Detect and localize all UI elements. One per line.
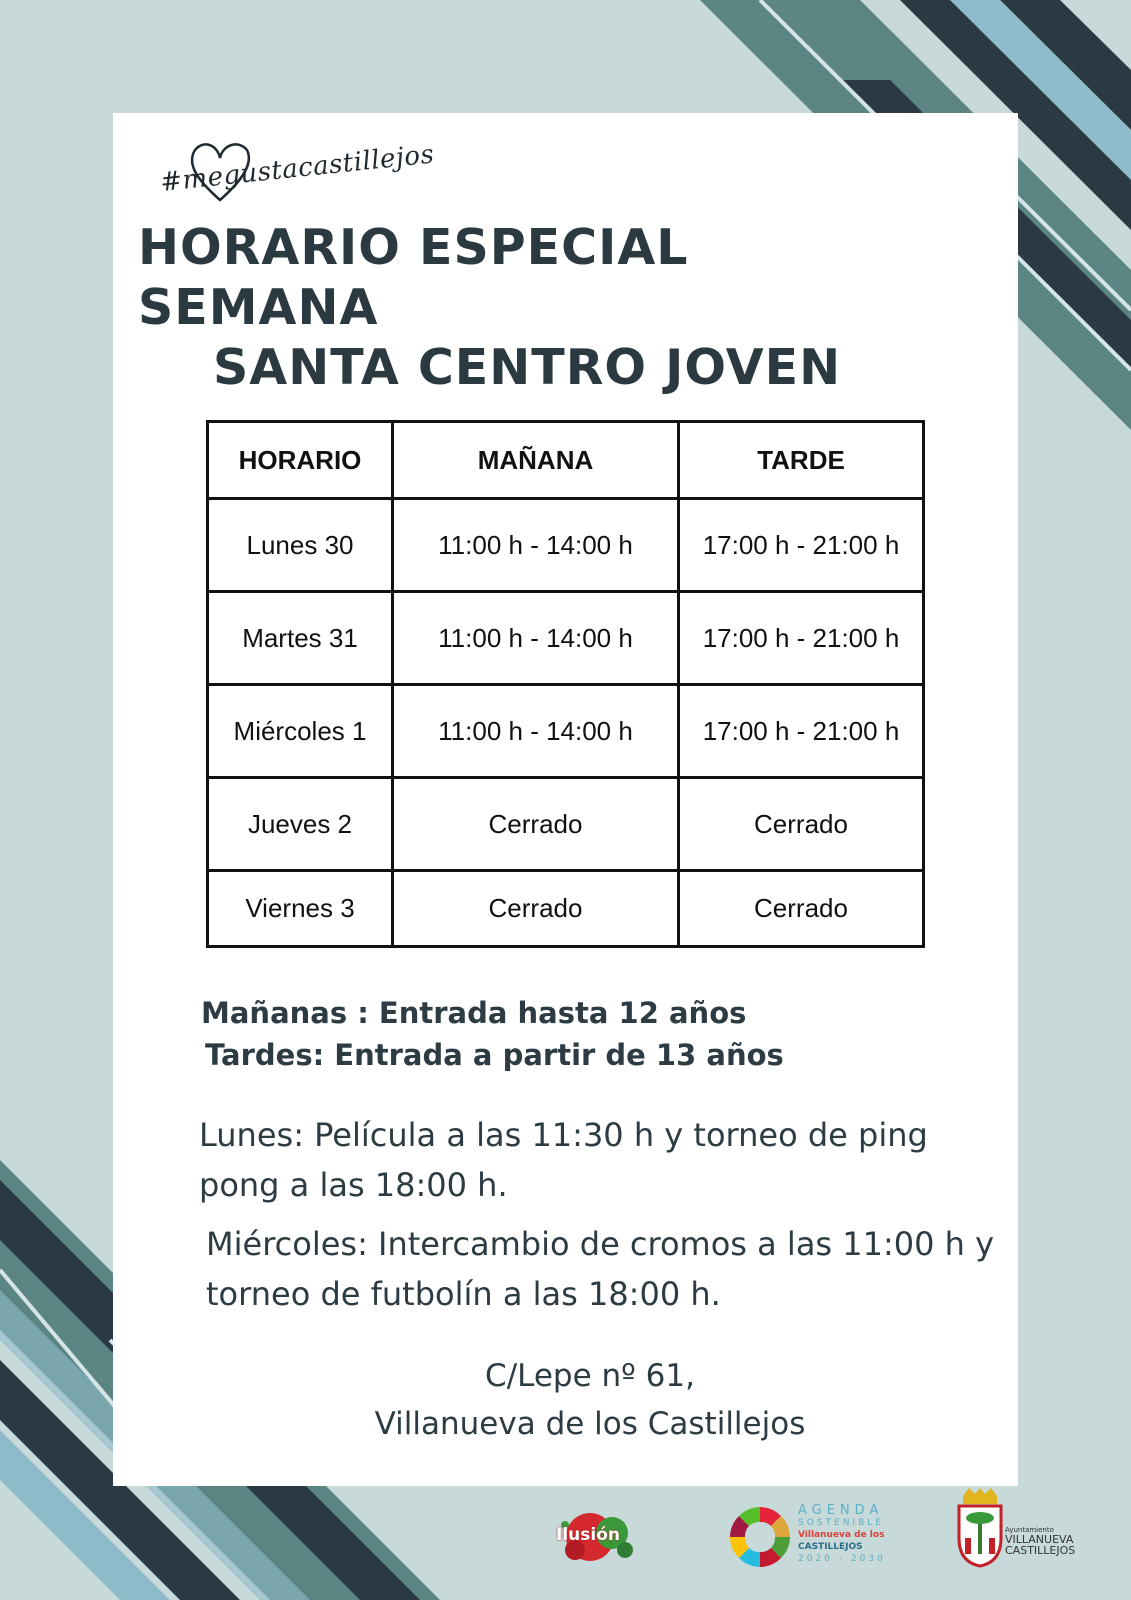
schedule-table	[206, 420, 925, 948]
table-row	[208, 685, 924, 778]
header-manana: MAÑANA	[393, 422, 679, 499]
table-row	[208, 499, 924, 592]
day-cell: Viernes 3	[208, 871, 393, 947]
agenda-castillejos: CASTILLEJOS	[798, 1542, 863, 1552]
ayuntamiento-castillejos: CASTILLEJOS	[1005, 1544, 1076, 1557]
table-row	[208, 778, 924, 871]
ayuntamiento-small-text: Ayuntamiento	[1005, 1526, 1054, 1534]
mornings-note: Mañanas : Entrada hasta 12 años	[201, 996, 747, 1030]
header-horario: HORARIO	[208, 422, 393, 499]
agenda-word: AGENDA	[798, 1503, 884, 1518]
afternoon-cell: Cerrado	[679, 778, 924, 871]
monday-activity: Lunes: Película a las 11:30 h y torneo de ping pong a las 18:00 h.	[199, 1116, 928, 1204]
sostenible-word: SOSTENIBLE	[798, 1518, 884, 1528]
morning-cell: 11:00 h - 14:00 h	[393, 685, 679, 778]
table-row	[208, 871, 924, 947]
afternoon-cell: Cerrado	[679, 871, 924, 947]
afternoon-cell: 17:00 h - 21:00 h	[679, 592, 924, 685]
address	[300, 1352, 880, 1448]
wednesday-activity: Miércoles: Intercambio de cromos a las 11:00 h y torneo de futbolín a las 18:00 h.	[206, 1225, 995, 1313]
table-row	[208, 592, 924, 685]
afternoon-cell: 17:00 h - 21:00 h	[679, 685, 924, 778]
coat-of-arms-icon	[955, 1488, 1005, 1568]
address-line-2: Villanueva de los Castillejos	[374, 1406, 806, 1442]
day-cell: Jueves 2	[208, 778, 393, 871]
sdg-wheel-icon	[728, 1505, 792, 1569]
header-tarde: TARDE	[679, 422, 924, 499]
title-line-1: HORARIO ESPECIAL SEMANA	[138, 219, 689, 336]
day-cell: Miércoles 1	[208, 685, 393, 778]
afternoons-note: Tardes: Entrada a partir de 13 años	[205, 1038, 784, 1072]
age-notes	[201, 992, 784, 1076]
day-cell: Martes 31	[208, 592, 393, 685]
afternoon-cell: 17:00 h - 21:00 h	[679, 499, 924, 592]
agenda-sostenible-logo	[728, 1505, 888, 1569]
table-header-row	[208, 422, 924, 499]
morning-cell: 11:00 h - 14:00 h	[393, 499, 679, 592]
address-line-1: C/Lepe nº 61,	[485, 1358, 695, 1394]
ilusion-logo	[550, 1505, 645, 1573]
agenda-years: 2020 - 2030	[798, 1554, 886, 1564]
agenda-text	[798, 1505, 886, 1565]
ayuntamiento-text	[1005, 1526, 1075, 1557]
hashtag-text: #megustacastillejos	[158, 139, 436, 198]
title-line-2: SANTA CENTRO JOVEN	[213, 339, 842, 396]
ilusion-logo-text: Ilusión	[556, 1525, 620, 1545]
ayuntamiento-logo	[955, 1488, 1075, 1568]
page-title	[138, 218, 938, 398]
morning-cell: Cerrado	[393, 871, 679, 947]
ayuntamiento-villanueva: VILLANUEVA	[1005, 1533, 1074, 1546]
morning-cell: 11:00 h - 14:00 h	[393, 592, 679, 685]
agenda-villanueva: Villanueva de los	[798, 1530, 885, 1540]
morning-cell: Cerrado	[393, 778, 679, 871]
day-cell: Lunes 30	[208, 499, 393, 592]
